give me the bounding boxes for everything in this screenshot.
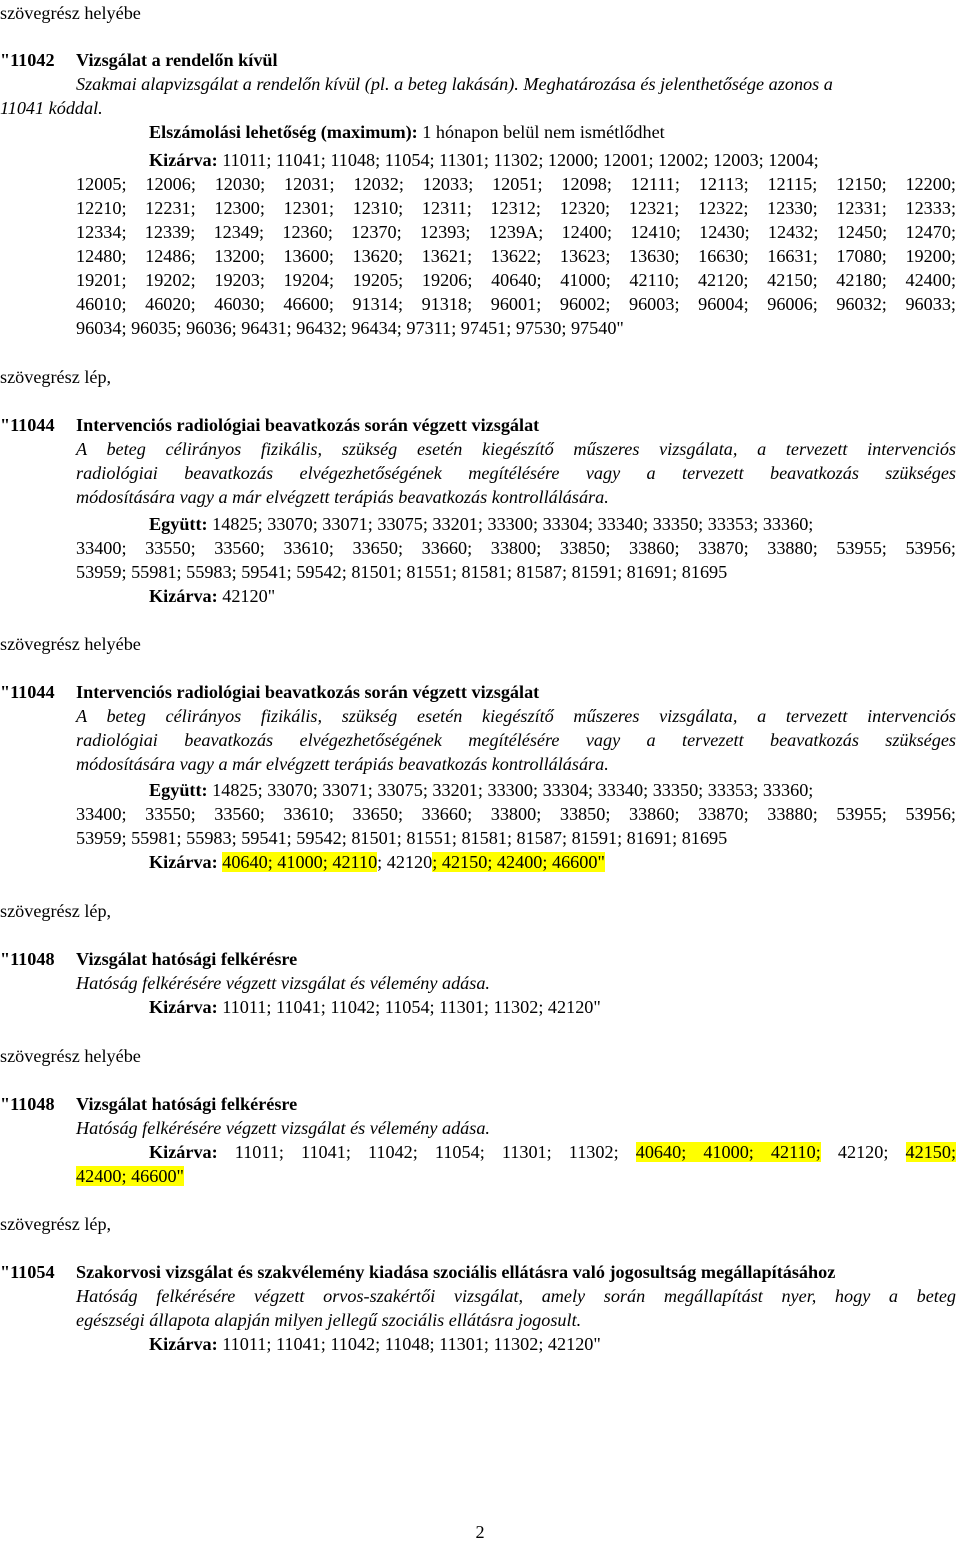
excluded-codes-line (76, 1164, 184, 1188)
entry-heading (0, 680, 539, 704)
page-number: 2 (475, 1522, 485, 1542)
entry-description: A beteg célirányos fizikális, szükség esetén kiegészítő műszeres vizsgálata, a tervezett intervenciós (76, 706, 956, 726)
together-codes: Együtt: 14825; 33070; 33071; 33075; 33201; 33300; 33304; 33340; 33350; 33353; 33360; (149, 514, 814, 534)
excluded-label: Kizárva: (149, 586, 218, 606)
billing-limit (149, 120, 665, 144)
entry-title: Szakorvosi vizsgálat és szakvélemény kiadása szociális ellátásra való jogosultság megállapításához (76, 1262, 836, 1282)
highlighted-codes: 42150; (905, 1142, 957, 1162)
highlighted-codes: 40640; 41000; 42110 (222, 852, 378, 872)
instruction-step: szövegrész lép, (0, 367, 112, 387)
highlighted-codes: 40640; 41000; 42110; (635, 1142, 821, 1162)
together-codes-line: 33400; 33550; 33560; 33610; 33650; 33660; 33800; 33850; 33860; 33870; 33880; 53955; 53956; (76, 804, 956, 824)
excluded-codes-line: 12005; 12006; 12030; 12031; 12032; 12033; 12051; 12098; 12111; 12113; 12115; 12150; 12200; (76, 174, 956, 194)
excluded-label: Kizárva: (149, 1142, 218, 1162)
excluded-codes-line: 12210; 12231; 12300; 12301; 12310; 12311; 12312; 12320; 12321; 12322; 12330; 12331; 12333; (76, 198, 956, 218)
entry-title: Vizsgálat hatósági felkérésre (76, 1094, 298, 1114)
entry-title: Intervenciós radiológiai beavatkozás során végzett vizsgálat (76, 682, 540, 702)
excluded-label: Kizárva: (149, 150, 218, 170)
together-codes-line: 33400; 33550; 33560; 33610; 33650; 33660; 33800; 33850; 33860; 33870; 33880; 53955; 53956; (76, 538, 956, 558)
entry-title: Intervenciós radiológiai beavatkozás során végzett vizsgálat (76, 415, 540, 435)
entry-description: Hatóság felkérésére végzett vizsgálat és vélemény adása. (76, 1118, 490, 1138)
entry-description: módosítására vagy a már elvégzett terápiás beavatkozás kontrollálására. (76, 487, 609, 507)
instruction-replace: szövegrész helyébe (0, 1046, 141, 1066)
billing-label: Elszámolási lehetőség (maximum): (149, 122, 418, 142)
excluded-label: Kizárva: (149, 1334, 218, 1354)
entry-heading (0, 947, 297, 971)
billing-value: 1 hónapon belül nem ismétlődhet (422, 122, 665, 142)
excluded-codes-line: 96034; 96035; 96036; 96431; 96432; 96434; 97311; 97451; 97530; 97540" (76, 318, 624, 338)
entry-code: "11044 (0, 682, 55, 702)
entry-description: Hatóság felkérésére végzett orvos-szakértői vizsgálat, amely során megállapítást nyer, hogy a beteg (76, 1286, 956, 1306)
together-label: Együtt: (149, 514, 208, 534)
entry-description: 11041 kóddal. (0, 98, 103, 118)
excluded-label: Kizárva: (149, 997, 218, 1017)
entry-description: módosítására vagy a már elvégzett terápiás beavatkozás kontrollálására. (76, 754, 609, 774)
excluded-codes: Kizárva: 42120" (149, 586, 276, 606)
entry-heading (0, 1092, 297, 1116)
instruction-replace: szövegrész helyébe (0, 634, 141, 654)
entry-code: "11048 (0, 1094, 55, 1114)
entry-code: "11048 (0, 949, 55, 969)
excluded-codes-line: 12480; 12486; 13200; 13600; 13620; 13621; 13622; 13623; 13630; 16630; 16631; 17080; 19200; (76, 246, 956, 266)
excluded-label: Kizárva: (149, 852, 218, 872)
entry-code: "11044 (0, 415, 55, 435)
together-label: Együtt: (149, 780, 208, 800)
excluded-codes-line: 12334; 12339; 12349; 12360; 12370; 12393; 1239A; 12400; 12410; 12430; 12432; 12450; 12470; (76, 222, 956, 242)
excluded-codes: Kizárva: 11011; 11041; 11042; 11054; 11301; 11302; 42120" (149, 997, 601, 1017)
entry-description: Hatóság felkérésére végzett vizsgálat és vélemény adása. (76, 973, 490, 993)
highlighted-codes: 42400; 46600" (76, 1166, 184, 1186)
entry-heading (0, 1260, 835, 1284)
entry-heading (0, 48, 278, 72)
instruction-step: szövegrész lép, (0, 901, 112, 921)
entry-code: "11042 (0, 50, 55, 70)
together-codes: Együtt: 14825; 33070; 33071; 33075; 33201; 33300; 33304; 33340; 33350; 33353; 33360; (149, 780, 814, 800)
entry-description: egészségi állapota alapján milyen jellegű szociális ellátásra jogosult. (76, 1310, 582, 1330)
together-codes-line: 53959; 55981; 55983; 59541; 59542; 81501; 81551; 81581; 81587; 81591; 81691; 81695 (76, 828, 728, 848)
entry-description: radiológiai beavatkozás elvégezhetőségének megítélésére vagy a tervezett beavatkozás szükséges (76, 463, 956, 483)
entry-title: Vizsgálat hatósági felkérésre (76, 949, 298, 969)
excluded-codes-line: 46010; 46020; 46030; 46600; 91314; 91318; 96001; 96002; 96003; 96004; 96006; 96032; 96033; (76, 294, 956, 314)
entry-description: A beteg célirányos fizikális, szükség esetén kiegészítő műszeres vizsgálata, a tervezett intervenciós (76, 439, 956, 459)
entry-title: Vizsgálat a rendelőn kívül (76, 50, 278, 70)
entry-code: "11054 (0, 1262, 55, 1282)
excluded-codes-line: 19201; 19202; 19203; 19204; 19205; 19206; 40640; 41000; 42110; 42120; 42150; 42180; 42400; (76, 270, 956, 290)
entry-description: radiológiai beavatkozás elvégezhetőségének megítélésére vagy a tervezett beavatkozás szükséges (76, 730, 956, 750)
excluded-codes: Kizárva: 40640; 41000; 42110; 42120; 42150; 42400; 46600" (149, 852, 605, 872)
excluded-codes: Kizárva: 11011; 11041; 11042; 11048; 11301; 11302; 42120" (149, 1334, 601, 1354)
together-codes-line: 53959; 55981; 55983; 59541; 59542; 81501; 81551; 81581; 81587; 81591; 81691; 81695 (76, 562, 728, 582)
instruction-replace: szövegrész helyébe (0, 3, 141, 23)
excluded-codes: Kizárva: 11011; 11041; 11048; 11054; 11301; 11302; 12000; 12001; 12002; 12003; 12004; (149, 150, 819, 170)
excluded-codes: Kizárva: 11011; 11041; 11042; 11054; 11301; 11302; 40640; 41000; 42110; 42120; 42150; (149, 1142, 957, 1162)
instruction-step: szövegrész lép, (0, 1214, 112, 1234)
entry-heading (0, 413, 539, 437)
highlighted-codes: ; 42150; 42400; 46600" (432, 852, 605, 872)
entry-description: Szakmai alapvizsgálat a rendelőn kívül (pl. a beteg lakásán). Meghatározása és jelenthetősége azonos a (76, 74, 833, 94)
